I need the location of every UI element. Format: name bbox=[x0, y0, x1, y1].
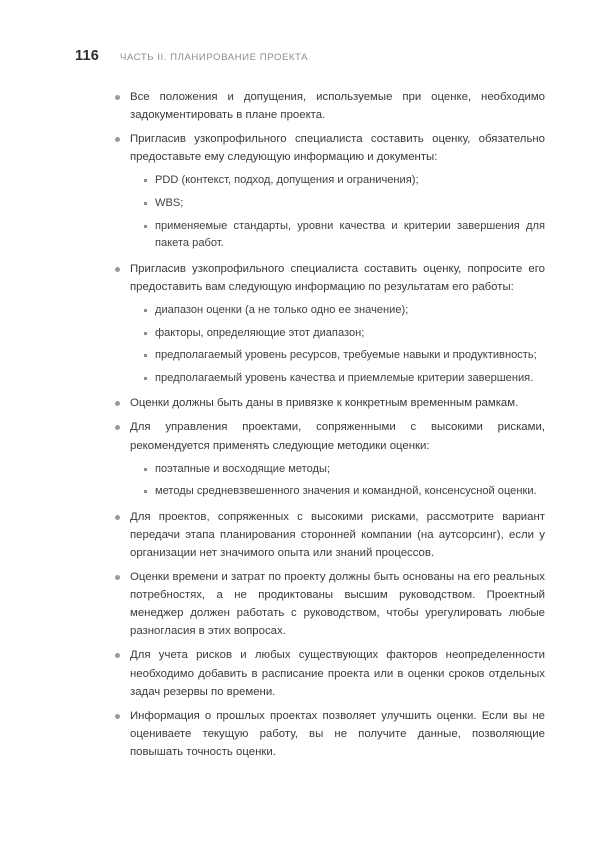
bullet-text: Все положения и допущения, используемые при оценке, необходимо задокументировать в плане проекта. bbox=[130, 91, 545, 122]
bullet-text: Для проектов, сопряженных с высокими рисками, рассмотрите вариант передачи этапа планирования сторонней компании (на аутсорсинг), если у организации нет значимого опыта или знаний процессов. bbox=[130, 510, 545, 559]
bullet-text: Оценки должны быть даны в привязке к конкретным временным рамкам. bbox=[130, 397, 519, 410]
running-head-title: ЧАСТЬ II. ПЛАНИРОВАНИЕ ПРОЕКТА bbox=[120, 52, 309, 63]
bullet-text: Оценки времени и затрат по проекту должны быть основаны на его реальных потребностях, а не продиктованы высшим руководством. Проектный менеджер должен работать с руководством, чтобы урегулировать любые разногласия в этих вопросах. bbox=[130, 571, 545, 638]
bullet-item bbox=[113, 646, 545, 700]
sub-bullet-item: WBS; bbox=[142, 195, 545, 213]
bullet-item bbox=[113, 508, 545, 562]
sub-bullet-item: диапазон оценки (а не только одно ее значение); bbox=[142, 302, 545, 320]
recommendation-list bbox=[113, 88, 545, 761]
sub-bullet-item: PDD (контекст, подход, допущения и ограничения); bbox=[142, 172, 545, 190]
bullet-text: Пригласив узкопрофильного специалиста составить оценку, попросите его предоставить вам следующую информацию по результатам его работы: bbox=[130, 262, 545, 293]
running-head bbox=[75, 48, 544, 68]
sub-bullet-item: применяемые стандарты, уровни качества и критерии завершения для пакета работ. bbox=[142, 218, 545, 253]
bullet-item bbox=[113, 707, 545, 761]
sub-bullet-item: предполагаемый уровень качества и приемлемые критерии завершения. bbox=[142, 370, 545, 388]
bullet-item bbox=[113, 568, 545, 640]
bullet-text: Информация о прошлых проектах позволяет улучшить оценки. Если вы не оцениваете текущую работу, вы не получите данные, позволяющие повышать точность оценки. bbox=[130, 709, 545, 758]
sub-bullet-list bbox=[142, 172, 545, 252]
sub-bullet-item: факторы, определяющие этот диапазон; bbox=[142, 325, 545, 343]
sub-bullet-item: методы средневзвешенного значения и командной, консенсусной оценки. bbox=[142, 483, 545, 501]
sub-bullet-list bbox=[142, 461, 545, 501]
bullet-item bbox=[113, 394, 545, 412]
bullet-item bbox=[113, 418, 545, 500]
bullet-text: Для управления проектами, сопряженными с высокими рисками, рекомендуется применять следующие методики оценки: bbox=[130, 421, 545, 452]
bullet-text: Пригласив узкопрофильного специалиста составить оценку, обязательно предоставьте ему следующую информацию и документы: bbox=[130, 133, 545, 164]
bullet-item bbox=[113, 130, 545, 253]
sub-bullet-group bbox=[130, 461, 545, 501]
page-number: 116 bbox=[75, 48, 99, 64]
sub-bullet-item: предполагаемый уровень ресурсов, требуемые навыки и продуктивность; bbox=[142, 347, 545, 365]
page-body bbox=[113, 88, 545, 767]
bullet-item bbox=[113, 88, 545, 124]
sub-bullet-group bbox=[130, 302, 545, 387]
sub-bullet-list bbox=[142, 302, 545, 387]
sub-bullet-item: поэтапные и восходящие методы; bbox=[142, 461, 545, 479]
bullet-item bbox=[113, 260, 545, 388]
sub-bullet-group bbox=[130, 172, 545, 252]
bullet-text: Для учета рисков и любых существующих факторов неопределенности необходимо добавить в расписание проекта или в оценки сроков отдельных задач резервы по времени. bbox=[130, 649, 545, 698]
